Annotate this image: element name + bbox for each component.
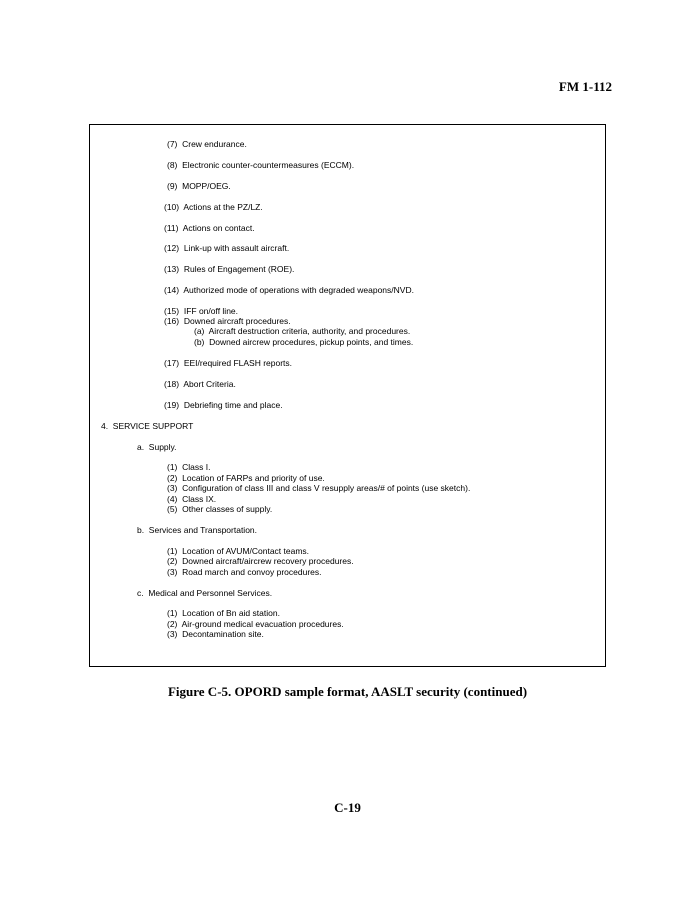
section-heading: 4. SERVICE SUPPORT [101, 421, 194, 431]
list-item: (15) IFF on/off line. [164, 306, 239, 316]
list-subitem: (b) Downed aircrew procedures, pickup points, and times. [194, 337, 414, 347]
list-item: (1) Location of Bn aid station. [167, 608, 280, 618]
list-item: (3) Road march and convoy procedures. [167, 567, 322, 577]
list-item: (9) MOPP/OEG. [167, 181, 231, 191]
list-item: (10) Actions at the PZ/LZ. [164, 202, 263, 212]
list-item: (4) Class IX. [167, 494, 217, 504]
list-item: (2) Air-ground medical evacuation procedures. [167, 619, 344, 629]
list-item: (7) Crew endurance. [167, 139, 247, 149]
subsection-heading: b. Services and Transportation. [137, 525, 258, 535]
subsection-heading: c. Medical and Personnel Services. [137, 588, 273, 598]
list-item: (3) Decontamination site. [167, 629, 264, 639]
opord-figure-box [89, 124, 606, 667]
list-item: (16) Downed aircraft procedures. [164, 316, 291, 326]
document-id: FM 1-112 [558, 79, 612, 94]
list-item: (17) EEI/required FLASH reports. [164, 358, 293, 368]
figure-caption: Figure C-5. OPORD sample format, AASLT security (continued) [167, 684, 528, 699]
list-item: (11) Actions on contact. [164, 223, 255, 233]
list-item: (1) Class I. [167, 462, 211, 472]
list-item: (5) Other classes of supply. [167, 504, 273, 514]
list-item: (13) Rules of Engagement (ROE). [164, 264, 295, 274]
list-item: (12) Link-up with assault aircraft. [164, 243, 290, 253]
list-item: (2) Downed aircraft/aircrew recovery procedures. [167, 556, 354, 566]
page-number: C-19 [334, 800, 361, 815]
list-item: (8) Electronic counter-countermeasures (ECCM). [167, 160, 355, 170]
list-item: (19) Debriefing time and place. [164, 400, 283, 410]
list-item: (3) Configuration of class III and class V resupply areas/# of points (use sketch). [167, 483, 471, 493]
list-subitem: (a) Aircraft destruction criteria, authority, and procedures. [194, 326, 411, 336]
list-item: (14) Authorized mode of operations with degraded weapons/NVD. [164, 285, 414, 295]
list-item: (1) Location of AVUM/Contact teams. [167, 546, 310, 556]
subsection-heading: a. Supply. [137, 442, 177, 452]
list-item: (2) Location of FARPs and priority of use. [167, 473, 325, 483]
list-item: (18) Abort Criteria. [164, 379, 236, 389]
